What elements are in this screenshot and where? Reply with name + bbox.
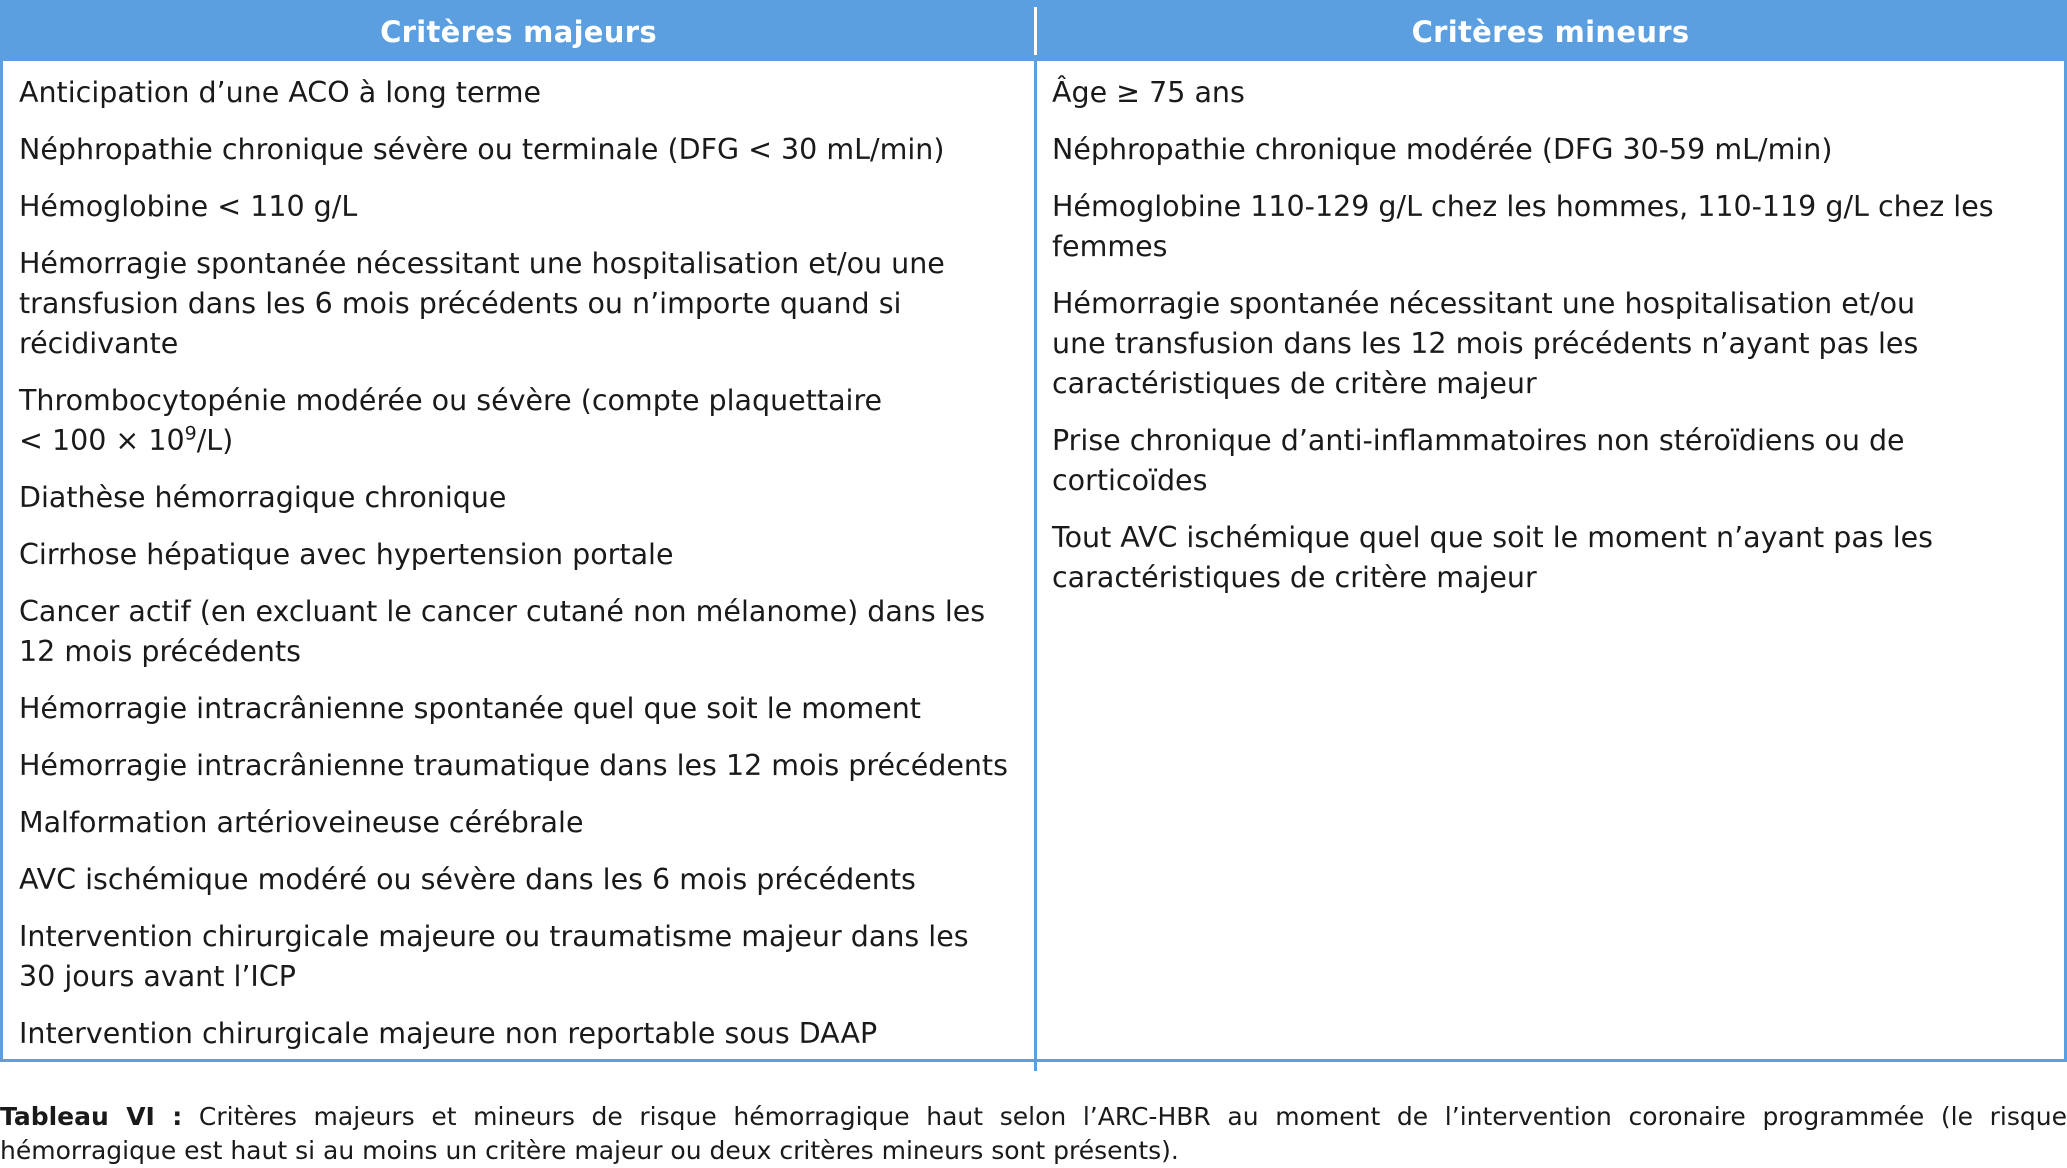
table-caption	[0, 1100, 2067, 1168]
major-criterion-item: Hémoglobine < 110 g/L	[19, 190, 358, 223]
major-criterion-item: Hémorragie intracrânienne spontanée quel que soit le moment	[19, 692, 921, 725]
major-criterion-item: Malformation artérioveineuse cérébrale	[19, 806, 584, 839]
major-criterion-item: Hémorragie intracrânienne traumatique dans les 12 mois précédents	[19, 749, 1008, 782]
major-criterion-item: Diathèse hémorragique chronique	[19, 481, 507, 514]
minor-criterion-item: Âge ≥ 75 ans	[1052, 76, 1245, 109]
major-criteria-column	[3, 61, 1034, 1071]
major-criterion-item: Intervention chirurgicale majeure non reportable sous DAAP	[19, 1017, 878, 1050]
major-criterion-item: Thrombocytopénie modérée ou sévère (compte plaquettaire < $100 \times 10^9/L$)	[19, 384, 883, 457]
minor-criterion-item: Prise chronique d’anti-inflammatoires non stéroïdiens ou de corticoïdes	[1052, 424, 1905, 497]
major-criterion-item: AVC ischémique modéré ou sévère dans les 6 mois précédents	[19, 863, 916, 896]
table-body	[3, 61, 2064, 1071]
major-criterion-item: Intervention chirurgicale majeure ou traumatisme majeur dans les 30 jours avant l’ICP	[19, 920, 969, 993]
caption-text: Critères majeurs et mineurs de risque hémorragique haut selon l’ARC-HBR au moment de l’intervention coronaire programmée (le risque hémorragique est haut si au moins un critère majeur ou deux critères mineurs sont présents).	[0, 1102, 2067, 1165]
major-criterion-item: Hémorragie spontanée nécessitant une hospitalisation et/ou une transfusion dans les 6 mois précédents ou n’importe quand si récidivante	[19, 247, 945, 360]
minor-criterion-item: Hémorragie spontanée nécessitant une hospitalisation et/ou une transfusion dans les 12 mois précédents n’ayant pas les caractéristiques de critère majeur	[1052, 287, 1919, 400]
caption-label: Tableau VI :	[0, 1102, 183, 1131]
header-minor-criteria: Critères mineurs	[1411, 15, 1690, 49]
major-criterion-item: Néphropathie chronique sévère ou terminale (DFG < 30 mL/min)	[19, 133, 945, 166]
header-major-criteria: Critères majeurs	[380, 15, 657, 49]
major-criterion-item: Cancer actif (en excluant le cancer cutané non mélanome) dans les 12 mois précédents	[19, 595, 986, 668]
major-criterion-item: Cirrhose hépatique avec hypertension portale	[19, 538, 674, 571]
minor-criterion-item: Hémoglobine 110-129 g/L chez les hommes, 110-119 g/L chez les femmes	[1052, 190, 1994, 263]
minor-criterion-item: Tout AVC ischémique quel que soit le moment n’ayant pas les caractéristiques de critère majeur	[1052, 521, 1934, 594]
minor-criterion-item: Néphropathie chronique modérée (DFG 30-59 mL/min)	[1052, 133, 1833, 166]
minor-criteria-column	[1037, 61, 2064, 1071]
major-criterion-item: Anticipation d’une ACO à long terme	[19, 76, 542, 109]
table-header	[3, 3, 2064, 61]
